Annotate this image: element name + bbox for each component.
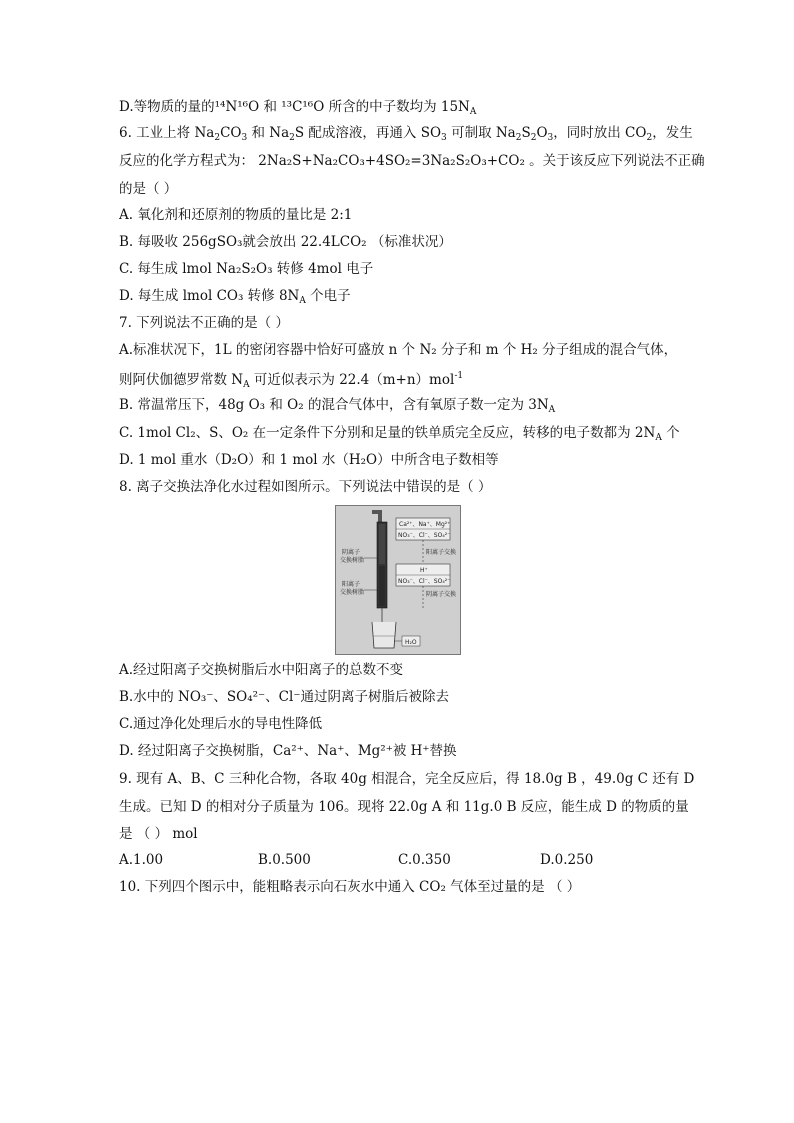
q8-option-b: B.水中的 NO₃⁻、SO₄²⁻、Cl⁻通过阴离子树脂后被除去 [119,689,449,705]
beaker-icon [372,622,396,648]
q6-option-d: D. 每生成 lmol CO₃ 转修 $8N_A$ 个电子 [119,288,351,306]
q6-stem-line2: 反应的化学方程式为： 2Na₂S+Na₂CO₃+4SO₂=3Na₂S₂O₃+CO₂ 。关于该反应下列说法不正确 [119,153,705,169]
label-cation-resin-a: 阳离子 [342,581,361,588]
q8-option-c: C.通过净化处理后水的导电性降低 [119,716,323,732]
q5-option-d: D.等物质的量的¹⁴N¹⁶O 和 ¹³C¹⁶O 所含的中子数均为 $15N_A$ [119,99,477,117]
q9-option-d: D.0.250 [540,852,594,868]
q9-stem-line2: 生成。已知 D 的相对分子质量为 106。现将 22.0g A 和 11g.0 B 反应，能生成 D 的物质的量 [119,799,689,815]
label-anion-resin-a: 阴离子 [342,549,361,556]
label-cation-resin-b: 交换树脂 [340,589,365,596]
label-cation-exchange: 阳离子交换 [426,549,457,556]
q9-option-b: B.0.500 [258,852,311,868]
ion-exchange-diagram [336,506,460,654]
q7-option-d: D. 1 mol 重水（D₂O）和 1 mol 水（H₂O）中所含电子数相等 [119,452,499,468]
q9-option-c: C.0.350 [398,852,451,868]
q6-option-c: C. 每生成 lmol Na₂S₂O₃ 转修 4mol 电子 [119,261,374,277]
q7-stem: 7. 下列说法不正确的是（ ） [119,315,289,331]
q9-stem-line3: 是 （ ） mol [119,826,198,842]
q6-option-a: A. 氧化剂和还原剂的物质的量比是 2:1 [119,207,353,223]
q8-option-a: A.经过阳离子交换树脂后水中阳离子的总数不变 [119,662,404,678]
label-anion-exchange: 阴离子交换 [426,591,457,598]
q7-option-a-line1: A.标准状况下，1L 的密闭容器中恰好可盛放 n 个 N₂ 分子和 m 个 H₂ 分子组成的混合气体， [119,342,678,358]
ion-exchange-figure [335,505,461,655]
label-anion-resin-b: 交换树脂 [340,557,365,564]
box1-cations: Ca²⁺、Na⁺、Mg²⁺ [399,521,451,528]
q6-option-b: B. 每吸收 256gSO₃就会放出 22.4LCO₂ （标准状况） [119,234,452,250]
q6-stem-line3: 的是（ ） [119,181,178,197]
q9-stem-line1: 9. 现有 A、B、C 三种化合物，各取 40g 相混合，完全反应后，得 18.0g B ，49.0g C 还有 D [119,771,695,787]
q8-stem: 8. 离子交换法净化水过程如图所示。下列说法中错误的是（ ） [119,479,492,495]
beaker-label: H₂O [405,639,417,646]
box2-h: H⁺ [420,567,428,574]
q7-option-c: C. 1mol Cl₂、S、O₂ 在一定条件下分别和足量的铁单质完全反应，转移的电子数都为 $2N_A$ 个 [119,425,680,443]
q9-option-a: A.1.00 [119,852,164,868]
q6-stem-line1: 6. 工业上将 $Na_2CO_3$ 和 $Na_2S$ 配成溶液，再通入 $SO_3$ 可制取 $Na_2S_2O_3$，同时放出 $CO_2$，发生 [119,125,693,143]
q7-option-a-line2: 则阿伏伽德罗常数 $N_A$ 可近似表示为 22.4（m+n）mol$^{-1}$ [119,371,464,390]
q7-option-b: B. 常温常压下，48g O₃ 和 O₂ 的混合气体中，含有氧原子数一定为 $3N_A$ [119,397,556,415]
q8-option-d: D. 经过阳离子交换树脂，Ca²⁺、Na⁺、Mg²⁺被 H⁺替换 [119,743,457,759]
box2-anions: NO₃⁻、Cl⁻、SO₄²⁻ [398,578,451,585]
q10-stem: 10. 下列四个图示中，能粗略表示向石灰水中通入 CO₂ 气体至过量的是 （ ） [119,879,581,895]
box1-anions: NO₃⁻、Cl⁻、SO₄²⁻ [398,532,451,539]
